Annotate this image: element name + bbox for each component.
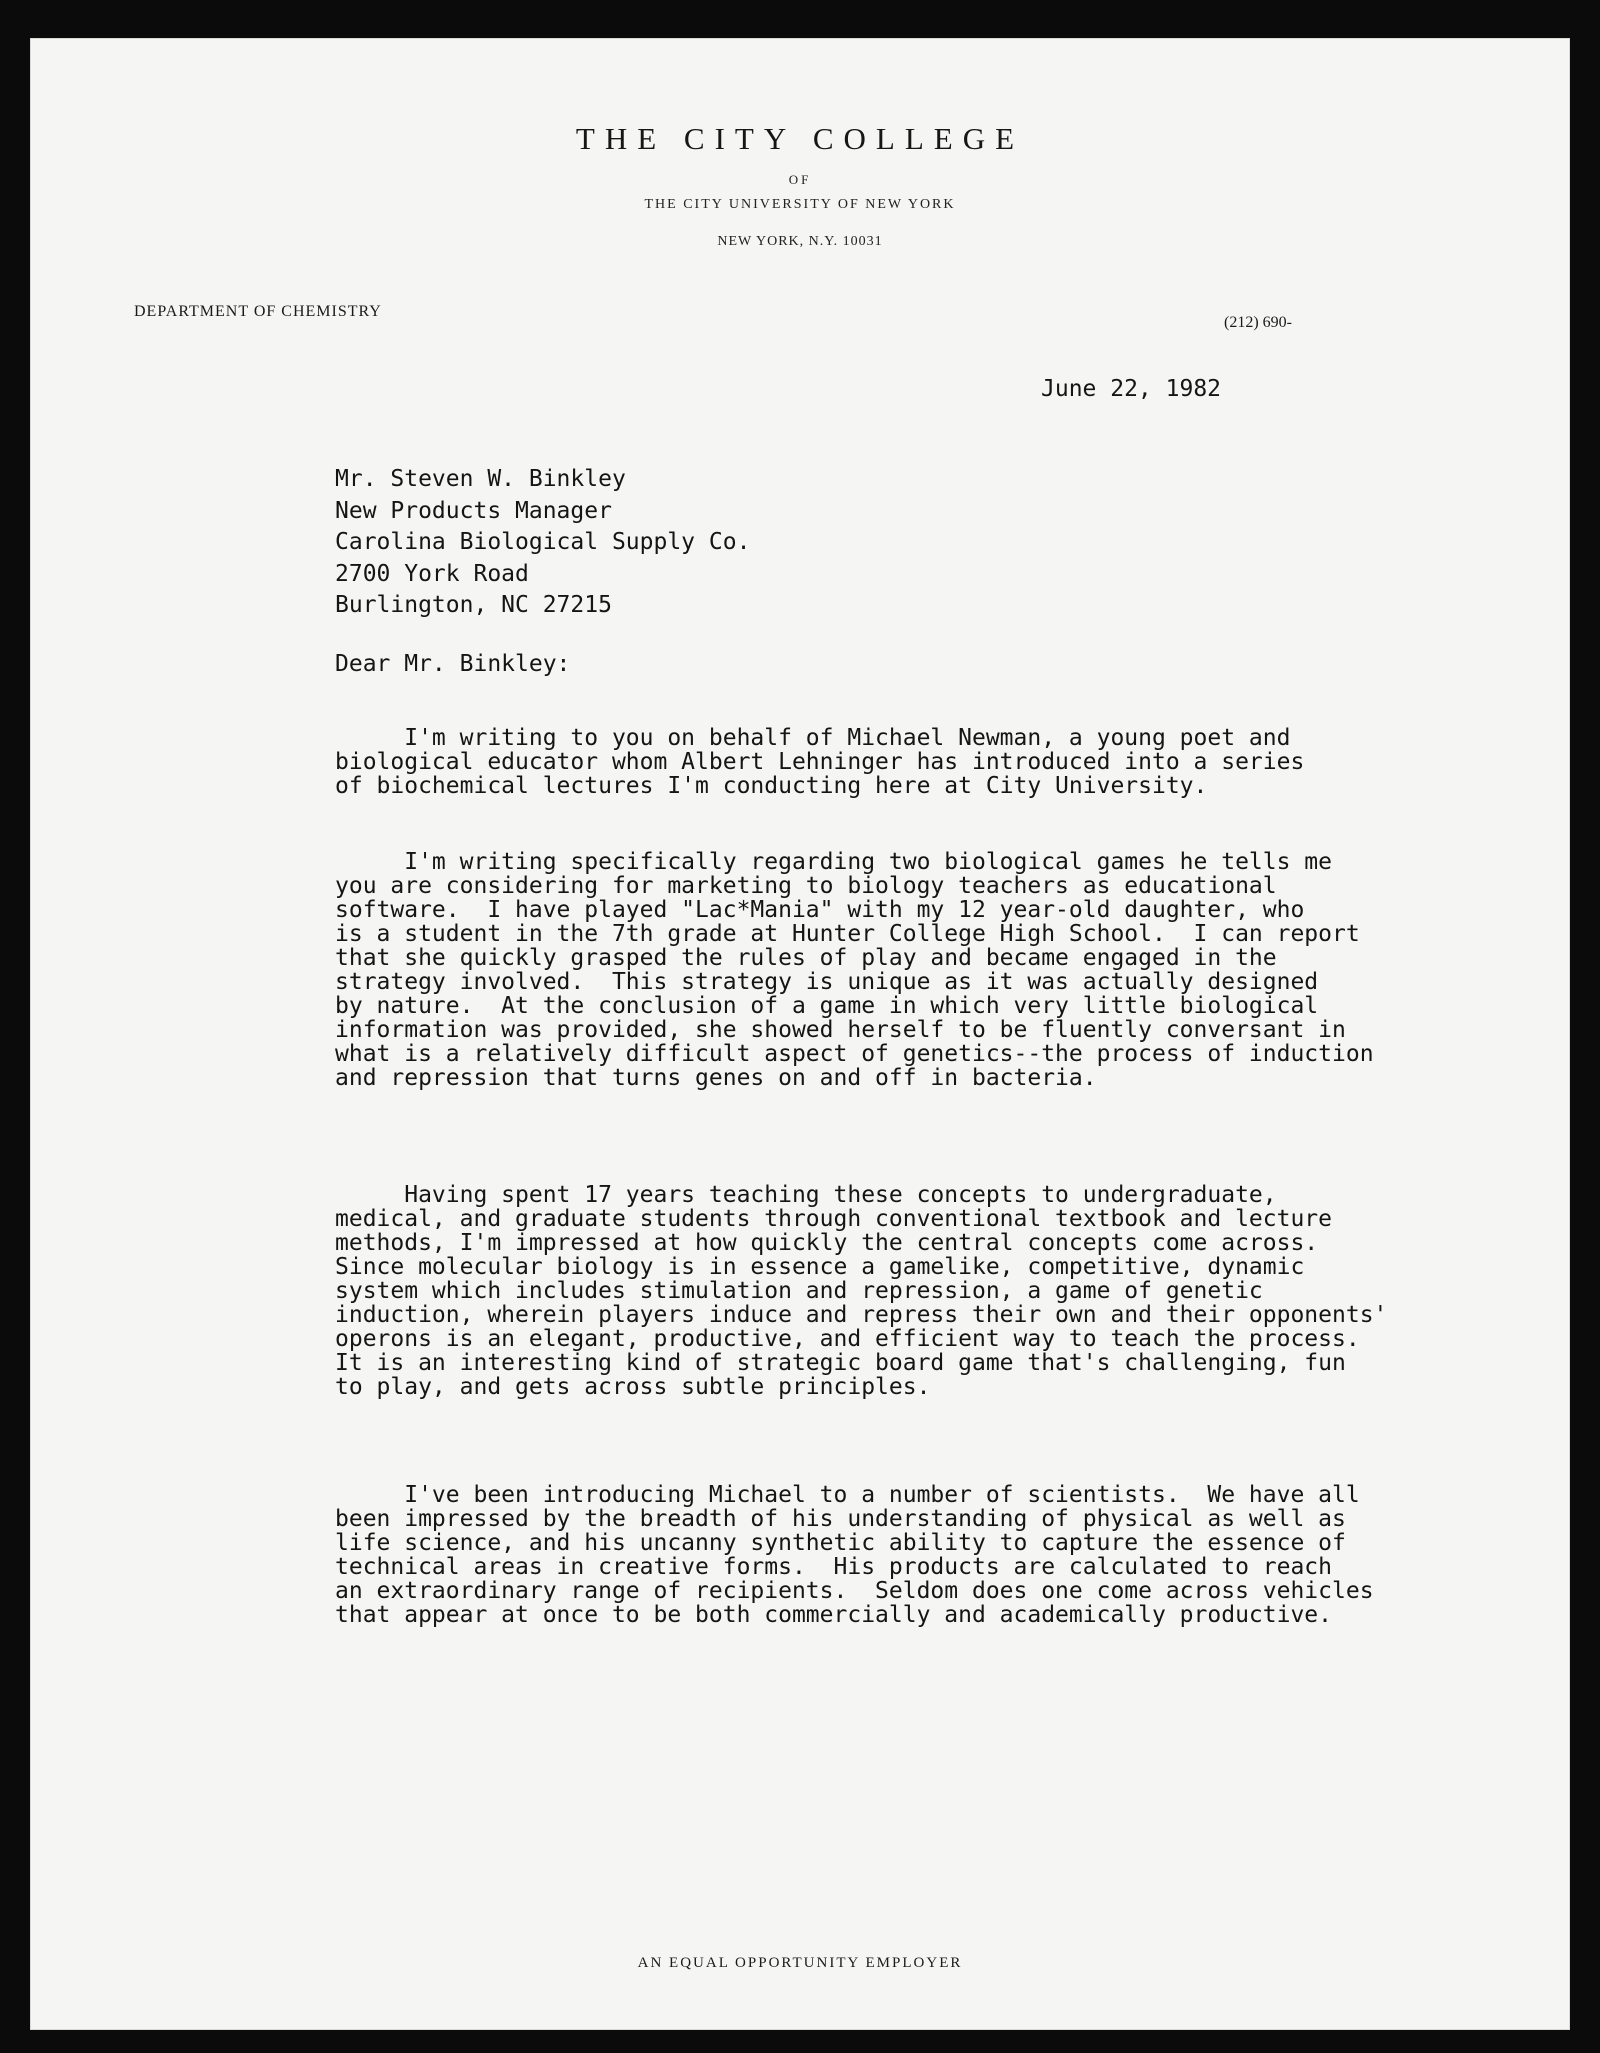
paragraph-line: what is a relatively difficult aspect of genetics--the process of induction — [335, 1041, 1374, 1067]
letterhead-university: THE CITY UNIVERSITY OF NEW YORK — [644, 197, 956, 212]
footer-employer-statement: AN EQUAL OPPORTUNITY EMPLOYER — [637, 1955, 963, 1971]
paragraph-line: biological educator whom Albert Lehninger has introduced into a series — [335, 749, 1305, 775]
paragraph-line: you are considering for marketing to biology teachers as educational — [335, 873, 1277, 899]
paragraph-line: an extraordinary range of recipients. Seldom does one come across vehicles — [335, 1578, 1374, 1604]
salutation: Dear Mr. Binkley: — [335, 651, 571, 677]
letterhead-department: DEPARTMENT OF CHEMISTRY — [134, 303, 382, 320]
paragraph-line: to play, and gets across subtle principles. — [335, 1374, 931, 1400]
recipient-line: Carolina Biological Supply Co. — [335, 529, 751, 555]
paragraph-line: strategy involved. This strategy is unique as it was actually designed — [335, 969, 1319, 995]
paragraph-line: Since molecular biology is in essence a gamelike, competitive, dynamic — [335, 1254, 1305, 1280]
recipient-line: Burlington, NC 27215 — [335, 592, 612, 618]
paragraph-3 — [335, 1183, 1387, 1399]
recipient-line: Mr. Steven W. Binkley — [335, 466, 626, 492]
paragraph-line: I'm writing specifically regarding two biological games he tells me — [335, 849, 1332, 875]
paragraph-line: life science, and his uncanny synthetic ability to capture the essence of — [335, 1530, 1346, 1556]
paragraph-line: been impressed by the breadth of his understanding of physical as well as — [335, 1506, 1346, 1532]
letterhead-phone: (212) 690- — [1224, 314, 1292, 331]
paragraph-2 — [335, 850, 1374, 1090]
paragraph-line: information was provided, she showed herself to be fluently conversant in — [335, 1017, 1346, 1043]
paragraph-line: technical areas in creative forms. His products are calculated to reach — [335, 1554, 1332, 1580]
paragraph-line: operons is an elegant, productive, and efficient way to teach the process. — [335, 1326, 1360, 1352]
paragraph-line: of biochemical lectures I'm conducting here at City University. — [335, 773, 1208, 799]
letterhead-institution: THE CITY COLLEGE — [575, 121, 1025, 156]
paragraph-line: It is an interesting kind of strategic board game that's challenging, fun — [335, 1350, 1346, 1376]
paragraph-1 — [335, 726, 1304, 798]
recipient-address — [335, 464, 750, 622]
recipient-line: 2700 York Road — [335, 560, 529, 587]
letterhead-of: OF — [788, 172, 812, 187]
paragraph-line: by nature. At the conclusion of a game in which very little biological — [335, 993, 1319, 1019]
paragraph-line: methods, I'm impressed at how quickly the central concepts come across. — [335, 1230, 1319, 1256]
letterhead-address: NEW YORK, N.Y. 10031 — [717, 234, 883, 249]
recipient-line: New Products Manager — [335, 497, 612, 524]
letter-page — [30, 38, 1570, 2030]
paragraph-line: Having spent 17 years teaching these concepts to undergraduate, — [335, 1182, 1277, 1208]
paragraph-line: system which includes stimulation and repression, a game of genetic — [335, 1278, 1263, 1304]
paragraph-line: software. I have played "Lac*Mania" with my 12 year-old daughter, who — [335, 897, 1305, 923]
paragraph-line: that appear at once to be both commercially and academically productive. — [335, 1602, 1332, 1628]
paragraph-line: that she quickly grasped the rules of play and became engaged in the — [335, 945, 1277, 971]
paragraph-line: and repression that turns genes on and off in bacteria. — [335, 1065, 1097, 1091]
paragraph-line: I've been introducing Michael to a number of scientists. We have all — [335, 1482, 1360, 1508]
letter-date: June 22, 1982 — [1041, 376, 1222, 402]
paragraph-line: induction, wherein players induce and repress their own and their opponents' — [335, 1302, 1388, 1328]
paragraph-line: medical, and graduate students through conventional textbook and lecture — [335, 1206, 1332, 1232]
paragraph-line: is a student in the 7th grade at Hunter College High School. I can report — [335, 921, 1360, 947]
paragraph-4 — [335, 1483, 1374, 1627]
paragraph-line: I'm writing to you on behalf of Michael Newman, a young poet and — [335, 725, 1291, 751]
